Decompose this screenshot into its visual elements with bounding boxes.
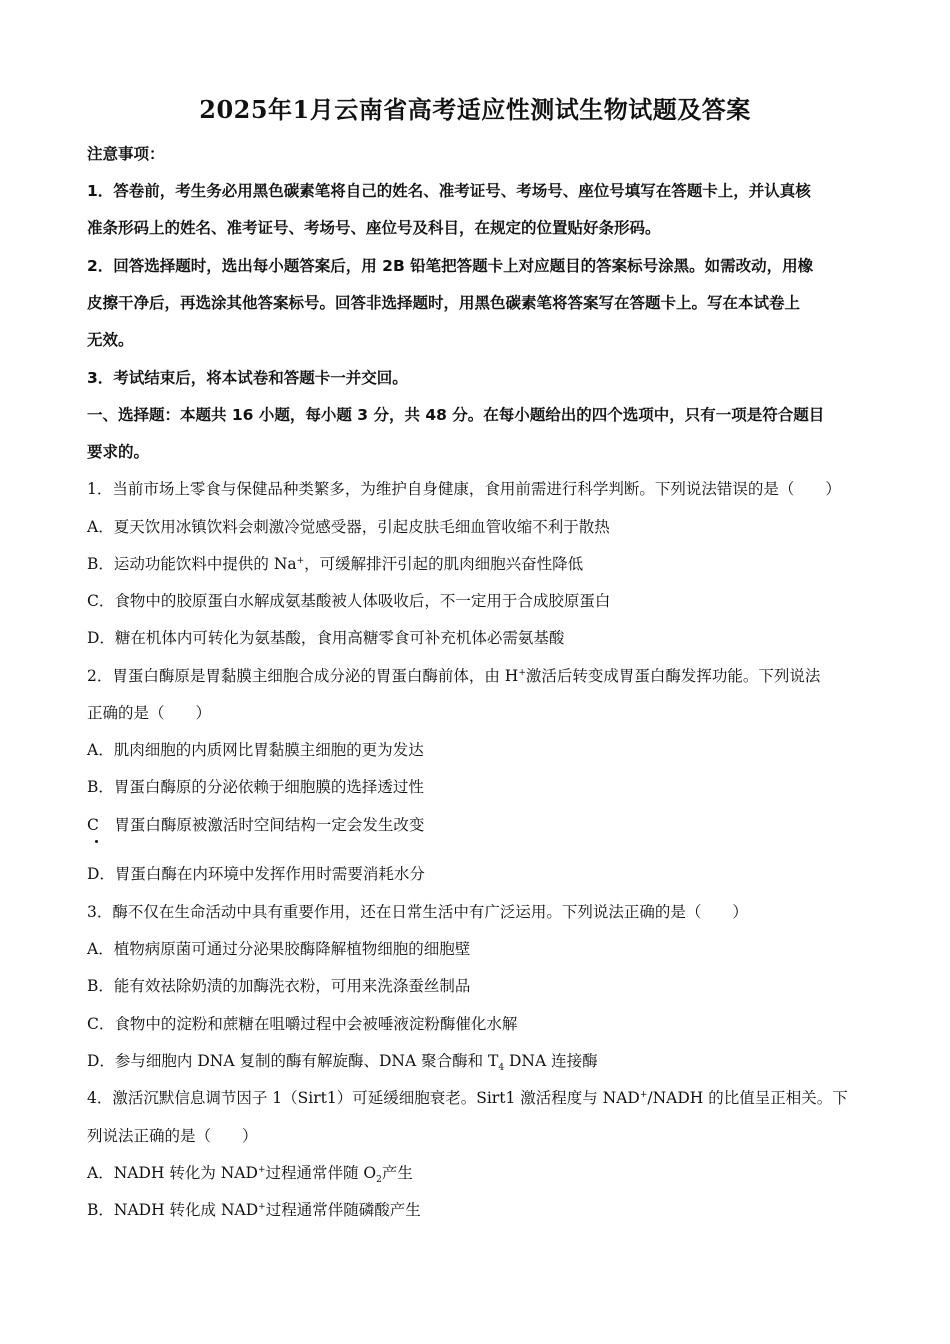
notice-item-2-line-2: 皮擦干净后，再选涂其他答案标号。回答非选择题时，用黑色碳素笔将答案写在答题卡上。写在本试卷上 [87,294,801,312]
question-3-option-c: C．食物中的淀粉和蔗糖在咀嚼过程中会被唾液淀粉酶催化水解 [87,1015,518,1033]
question-4-stem-line-2: 列说法正确的是（ ） [87,1127,258,1145]
notice-item-2-line-1: 2．回答选择题时，选出每小题答案后，用 2B 铅笔把答题卡上对应题目的答案标号涂黑。如需改动，用橡 [87,257,814,275]
question-4-option-a: A．NADH 转化为 NAD+过程通常伴随 $O_2$产生 [87,1164,413,1186]
notice-heading: 注意事项： [87,145,165,163]
section-heading-line-2: 要求的。 [87,443,150,461]
question-1-option-a: A．夏天饮用冰镇饮料会刺激冷觉感受器，引起皮肤毛细血管收缩不利于散热 [87,518,610,536]
question-1-option-b: B．运动功能饮料中提供的 Na+，可缓解排汗引起的肌肉细胞兴奋性降低 [87,555,584,573]
question-3-option-a: A．植物病原菌可通过分泌果胶酶降解植物细胞的细胞壁 [87,940,471,958]
notice-item-2-line-3: 无效。 [87,331,134,349]
question-1-option-c: C．食物中的胶原蛋白水解成氨基酸被人体吸收后，不一定用于合成胶原蛋白 [87,592,611,610]
notice-item-1-line-2: 准条形码上的姓名、准考证号、考场号、座位号及科目，在规定的位置贴好条形码。 [87,219,661,237]
question-4-option-b: B．NADH 转化成 NAD+过程通常伴随磷酸产生 [87,1201,421,1219]
question-2-stem-line-2: 正确的是（ ） [87,704,212,722]
question-1-option-d: D．糖在机体内可转化为氨基酸，食用高糖零食可补充机体必需氨基酸 [87,629,565,647]
question-3-stem: 3．酶不仅在生命活动中具有重要作用，还在日常生活中有广泛运用。下列说法正确的是（ ） [87,903,748,921]
page-title: 2025年1月云南省高考适应性测试生物试题及答案 [199,95,751,124]
stray-dot-mark [95,840,98,843]
question-3-option-b: B．能有效祛除奶渍的加酶洗衣粉，可用来洗涤蚕丝制品 [87,977,471,995]
question-2-option-a: A．肌肉细胞的内质网比胃黏膜主细胞的更为发达 [87,741,424,759]
question-4-stem-line-1: 4．激活沉默信息调节因子 1（Sirt1）可延缓细胞衰老。Sirt1 激活程度与 NAD+/NADH 的比值呈正相关。下 [87,1089,848,1107]
question-1-stem: 1．当前市场上零食与保健品种类繁多，为维护自身健康，食用前需进行科学判断。下列说法错误的是（ ） [87,480,841,498]
question-2-option-c: C 胃蛋白酶原被激活时空间结构一定会发生改变 [87,816,425,834]
question-3-option-d: D．参与细胞内 DNA 复制的酶有解旋酶、DNA 聚合酶和 $T_4$ DNA 连接酶 [87,1052,598,1074]
question-2-option-d: D．胃蛋白酶在内环境中发挥作用时需要消耗水分 [87,865,425,883]
notice-item-1-line-1: 1．答卷前，考生务必用黑色碳素笔将自己的姓名、准考证号、考场号、座位号填写在答题卡上，并认真核 [87,182,811,200]
question-2-option-b: B．胃蛋白酶原的分泌依赖于细胞膜的选择透过性 [87,778,424,796]
section-heading-line-1: 一、选择题：本题共 16 小题，每小题 3 分，共 48 分。在每小题给出的四个选项中，只有一项是符合题目 [87,406,825,424]
question-2-stem-line-1: 2．胃蛋白酶原是胃黏膜主细胞合成分泌的胃蛋白酶前体，由 H+激活后转变成胃蛋白酶发挥功能。下列说法 [87,667,821,685]
notice-item-3: 3．考试结束后，将本试卷和答题卡一并交回。 [87,369,408,387]
